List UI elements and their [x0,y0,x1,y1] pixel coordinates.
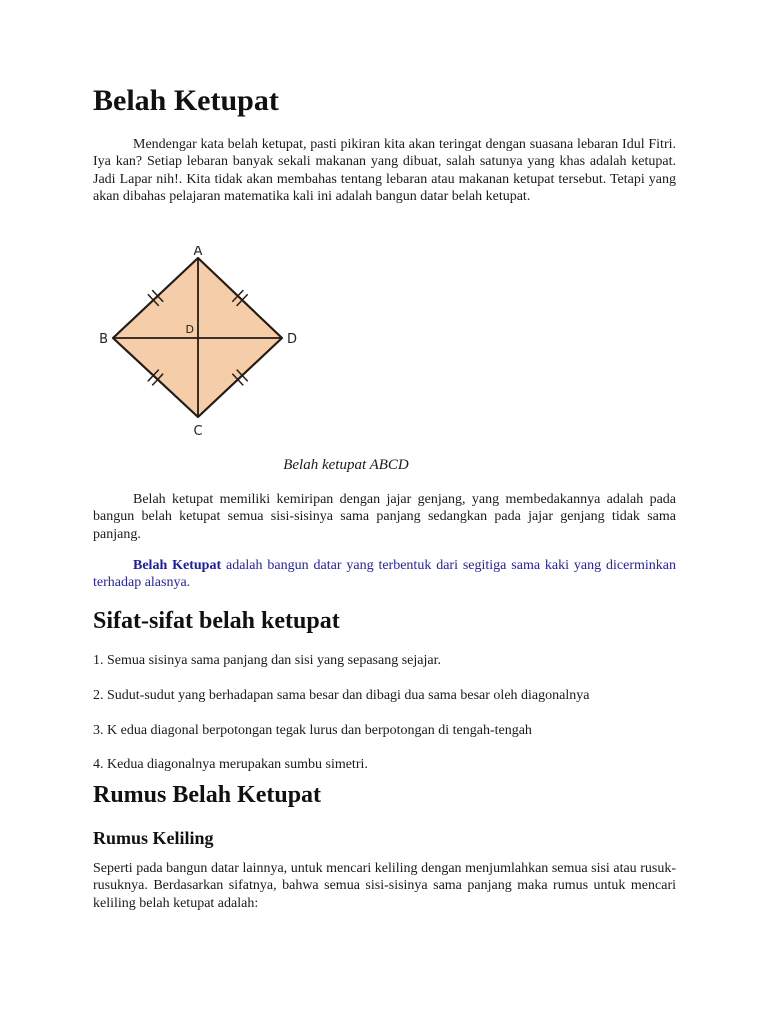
definition-text: adalah bangun datar yang terbentuk dari segitiga sama kaki yang dicerminkan terhadap alasnya. [93,558,676,591]
properties-heading: Sifat-sifat belah ketupat [93,608,340,634]
formula-heading: Rumus Belah Ketupat [93,782,322,808]
vertex-label-a: A [193,246,203,259]
rhombus-figure [88,246,313,442]
perimeter-paragraph: Seperti pada bangun datar lainnya, untuk mencari keliling dengan menjumlahkan semua sisi atau rusuk-rusuknya. Berdasarkan sifatnya, bahwa semua sisi-sisinya sama panjang maka rumus untuk mencari keliling belah ketupat adalah: [93,861,676,911]
definition-term: Belah Ketupat [133,558,222,573]
property-item-1: 1. Semua sisinya sama panjang dan sisi yang sepasang sejajar. [93,653,441,668]
perimeter-subheading: Rumus Keliling [93,828,214,848]
property-item-4: 4. Kedua diagonalnya merupakan sumbu simetri. [93,757,368,772]
comparison-paragraph: Belah ketupat memiliki kemiripan dengan jajar genjang, yang membedakannya adalah pada bangun belah ketupat semua sisi-sisinya sama panjang sedangkan pada jajar genjang tidak sama panjang. [93,492,676,542]
definition-paragraph [93,557,676,592]
vertex-label-c: C [193,424,203,439]
figure-caption: Belah ketupat ABCD [283,457,409,473]
vertex-label-d: D [287,332,298,347]
center-point-label: D [185,323,194,336]
property-item-2: 2. Sudut-sudut yang berhadapan sama besar dan dibagi dua sama besar oleh diagonalnya [93,688,590,703]
vertex-label-b: B [99,332,108,347]
property-item-3: 3. K edua diagonal berpotongan tegak lurus dan berpotongan di tengah-tengah [93,723,532,738]
intro-paragraph: Mendengar kata belah ketupat, pasti pikiran kita akan teringat dengan suasana lebaran Idul Fitri. Iya kan? Setiap lebaran banyak sekali makanan yang dibuat, salah satunya yang khas adalah ketupat. Jadi Lapar nih!. Kita tidak akan membahas tentang lebaran atau makanan ketupat tersebut. Tetapi yang akan dibahas pelajaran matematika kali ini adalah bangun datar belah ketupat. [93,137,676,205]
page-title: Belah Ketupat [93,84,279,117]
rhombus-diagram [88,246,313,442]
